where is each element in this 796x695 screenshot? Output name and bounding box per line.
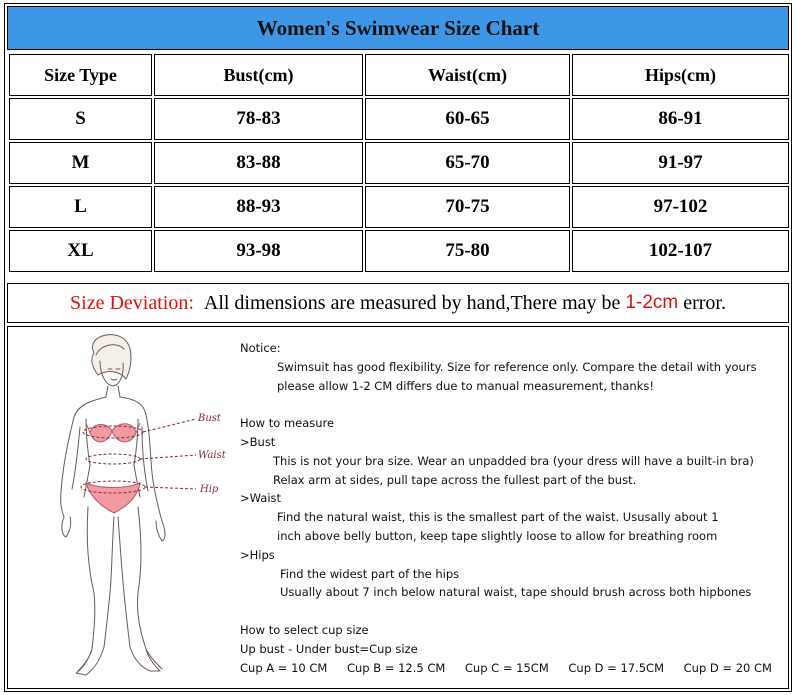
bikini-bottom bbox=[86, 483, 140, 513]
cup-heading: How to select cup size bbox=[240, 622, 369, 637]
waist-label: Waist bbox=[198, 450, 226, 461]
title-bar bbox=[7, 6, 789, 50]
cell-waist: 75-80 bbox=[365, 230, 570, 272]
table-header-row bbox=[9, 54, 789, 96]
size-chart bbox=[4, 3, 792, 692]
bust-line: Relax arm at sides, pull tape across the fullest part of the bust. bbox=[273, 472, 637, 487]
hips-heading: >Hips bbox=[240, 547, 275, 562]
waist-line: Find the natural waist, this is the smallest part of the waist. Ususally about 1 bbox=[277, 510, 719, 525]
waist-line: inch above belly button, keep tape slightly loose to allow for breathing room bbox=[277, 528, 718, 543]
cell-hips: 102-107 bbox=[572, 230, 789, 272]
hip-label: Hip bbox=[200, 484, 219, 495]
cell-size: L bbox=[9, 186, 152, 228]
table-row bbox=[9, 142, 789, 184]
cell-bust: 88-93 bbox=[154, 186, 363, 228]
cell-waist: 70-75 bbox=[365, 186, 570, 228]
cup-size-item: Cup B = 12.5 CM bbox=[346, 660, 446, 675]
deviation-label: Size Deviation: bbox=[70, 291, 194, 314]
header-bust: Bust(cm) bbox=[154, 54, 363, 96]
cell-hips: 97-102 bbox=[572, 186, 789, 228]
notice-line: Swimsuit has good flexibility. Size for reference only. Compare the detail with yours bbox=[277, 359, 757, 374]
table-row bbox=[9, 230, 789, 272]
deviation-range: 1-2cm bbox=[625, 292, 679, 313]
hips-line: Find the widest part of the hips bbox=[280, 566, 460, 581]
cell-size: S bbox=[9, 98, 152, 140]
cell-waist: 65-70 bbox=[365, 142, 570, 184]
header-size-type: Size Type bbox=[9, 54, 152, 96]
cell-hips: 86-91 bbox=[572, 98, 789, 140]
header-hips: Hips(cm) bbox=[572, 54, 789, 96]
cup-size-item: Cup D = 20 CM bbox=[683, 660, 772, 675]
body-measurement-illustration bbox=[16, 331, 226, 686]
cell-size: XL bbox=[9, 230, 152, 272]
cell-bust: 93-98 bbox=[154, 230, 363, 272]
cup-sizes bbox=[240, 659, 772, 678]
notice-heading: Notice: bbox=[240, 341, 281, 355]
chart-title: Women's Swimwear Size Chart bbox=[256, 15, 540, 40]
measure-guide bbox=[7, 326, 789, 689]
cell-bust: 78-83 bbox=[154, 98, 363, 140]
cup-size-item: Cup A = 10 CM bbox=[240, 660, 328, 675]
bikini-top bbox=[86, 423, 140, 442]
bust-line: This is not your bra size. Wear an unpadded bra (your dress will have a built-in bra) bbox=[273, 453, 754, 468]
measure-notes bbox=[240, 339, 785, 677]
size-table bbox=[7, 52, 791, 274]
cup-size-item: Cup D = 17.5CM bbox=[568, 660, 665, 675]
table-row bbox=[9, 186, 789, 228]
cell-hips: 91-97 bbox=[572, 142, 789, 184]
cell-waist: 60-65 bbox=[365, 98, 570, 140]
deviation-text: All dimensions are measured by hand,There may be bbox=[203, 291, 621, 314]
cup-formula: Up bust - Under bust=Cup size bbox=[240, 641, 418, 656]
waist-heading: >Waist bbox=[240, 491, 282, 506]
size-deviation-note bbox=[7, 283, 789, 323]
header-waist: Waist(cm) bbox=[365, 54, 570, 96]
table-row bbox=[9, 98, 789, 140]
deviation-error: error. bbox=[683, 291, 726, 314]
bust-heading: >Bust bbox=[240, 434, 276, 449]
notice-line: please allow 1-2 CM differs due to manual measurement, thanks! bbox=[277, 378, 654, 393]
how-to-measure-heading: How to measure bbox=[240, 416, 335, 431]
bust-label: Bust bbox=[198, 413, 221, 424]
waist-measure-line bbox=[86, 454, 140, 464]
cell-bust: 83-88 bbox=[154, 142, 363, 184]
cup-size-item: Cup C = 15CM bbox=[464, 660, 549, 675]
hips-line: Usually about 7 inch below natural waist, tape should brush across both hipbones bbox=[280, 585, 752, 600]
cell-size: M bbox=[9, 142, 152, 184]
